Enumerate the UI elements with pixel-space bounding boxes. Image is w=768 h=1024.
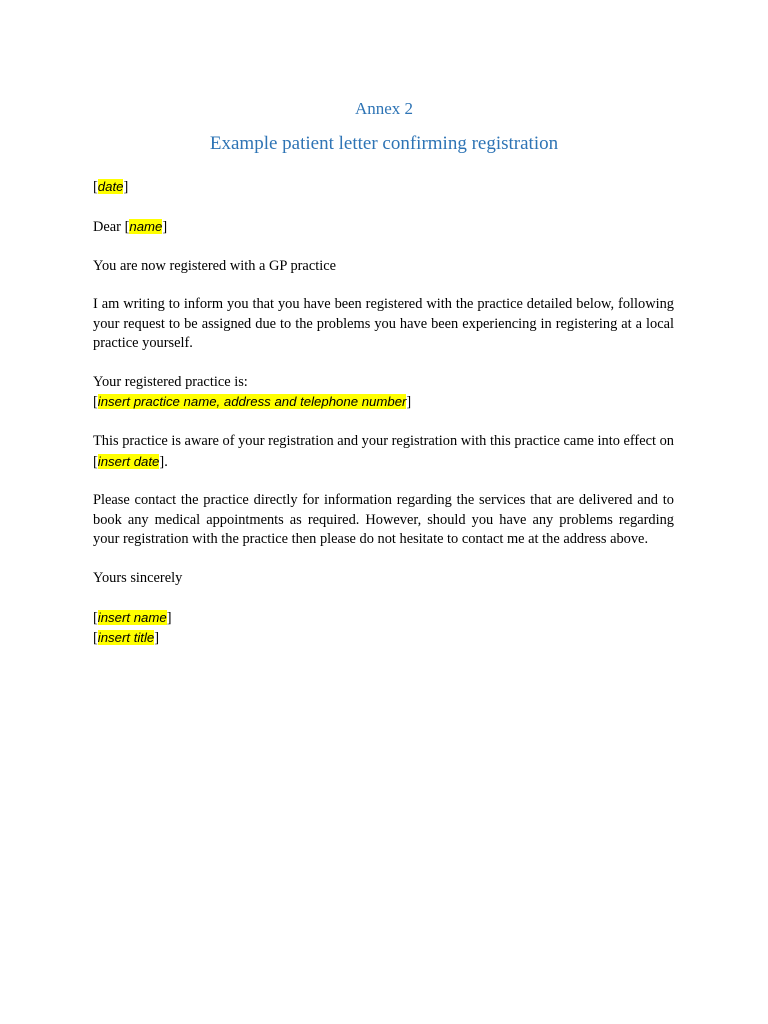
letter-body bbox=[93, 177, 674, 668]
registered-practice-label: Your registered practice is: bbox=[93, 374, 248, 390]
signatory-name-placeholder: insert name bbox=[97, 609, 167, 625]
intro-paragraph: I am writing to inform you that you have been registered with the practice detailed below, following your request to be assigned due to the problems you have been experiencing in registering at a local practice yourself. bbox=[93, 296, 674, 352]
awareness-paragraph: This practice is aware of your registration and your registration with this practice came into effect on [insert date]. bbox=[93, 433, 674, 470]
awareness-text-end: . bbox=[164, 453, 168, 470]
signatory-title-placeholder: insert title bbox=[97, 630, 155, 646]
closing: Yours sincerely bbox=[93, 570, 183, 587]
annex-label: Annex 2 bbox=[354, 99, 414, 118]
date-placeholder: date bbox=[97, 179, 124, 194]
practice-details-placeholder: insert practice name, address and telephone number bbox=[97, 394, 407, 410]
document-title: Example patient letter confirming registration bbox=[209, 133, 559, 154]
name-placeholder: name bbox=[129, 218, 163, 234]
awareness-text: This practice is aware of your registration and your registration with this practice came into effect on bbox=[93, 433, 674, 450]
date-line: [date] bbox=[93, 179, 129, 195]
salutation: Dear [name] bbox=[93, 218, 168, 235]
salutation-prefix: Dear bbox=[93, 218, 125, 235]
contact-paragraph: Please contact the practice directly for information regarding the services that are delivered and to book any medical appointments as required. However, should you have any problems regarding your registration with the practice then please do not hesitate to contact me at the address above. bbox=[93, 492, 674, 548]
effective-date-placeholder: insert date bbox=[97, 453, 160, 469]
subject-line: You are now registered with a GP practice bbox=[93, 257, 336, 274]
registered-practice-block: Your registered practice is: [insert practice name, address and telephone number] bbox=[93, 374, 412, 411]
signature-block: [insert name] [insert title] bbox=[93, 609, 172, 647]
